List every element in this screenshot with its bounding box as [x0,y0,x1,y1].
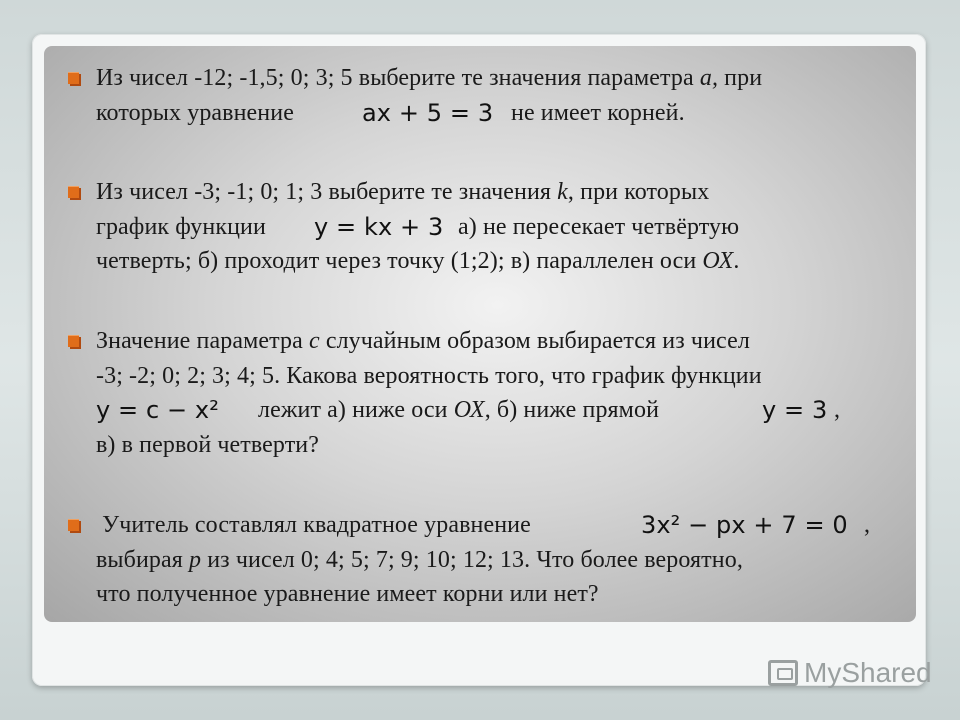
problem-4-line-1: Учитель составлял квадратное уравнение 3x² − px + 7 = 0 , [96,508,896,543]
function-formula: y = kx + 3 [314,212,444,241]
problem-1-line-2: которых уравнение ax + 5 = 3 не имеет корней. [96,96,896,131]
line-formula: y = 3 [762,396,828,424]
presentation-icon [768,660,798,686]
parabola-formula: y = c − x² [96,396,219,424]
problem-4-line-2: выбирая р из чисел 0; 4; 5; 7; 9; 10; 12; 13. Что более вероятно, [96,546,743,573]
equation-formula: ax + 5 = 3 [362,98,494,127]
problem-1 [96,61,896,130]
watermark-logo: MyShared [768,656,932,690]
problem-3-line-3: y = c − x² лежит а) ниже оси ОХ, б) ниже прямой y = 3 , [96,393,896,428]
quadratic-formula: 3x² − px + 7 = 0 [641,511,848,539]
problem-2-line-2: график функции y = kx + 3 а) не пересекает четвёртую [96,210,896,245]
problem-4-line-3: что полученное уравнение имеет корни или нет? [96,581,599,607]
bullet-icon [68,519,79,531]
problem-3 [96,324,896,462]
problem-3-line-1: Значение параметра с случайным образом выбирается из чисел [96,328,750,354]
bullet-icon [68,186,79,198]
problem-1-line-1: Из чисел -12; -1,5; 0; 3; 5 выберите те значения параметра а, при [96,65,763,91]
bullet-icon [68,72,79,84]
problem-2-line-1: Из чисел -3; -1; 0; 1; 3 выберите те значения k, при которых [96,179,710,205]
problem-3-line-4: в) в первой четверти? [96,431,319,458]
problem-3-line-2: -3; -2; 0; 2; 3; 4; 5. Какова вероятность того, что график функции [96,362,762,389]
problem-2-line-3: четверть; б) проходит через точку (1;2); в) параллелен оси ОХ. [96,248,740,274]
bullet-icon [68,335,79,347]
problem-4 [96,508,896,612]
problem-2 [96,175,896,279]
